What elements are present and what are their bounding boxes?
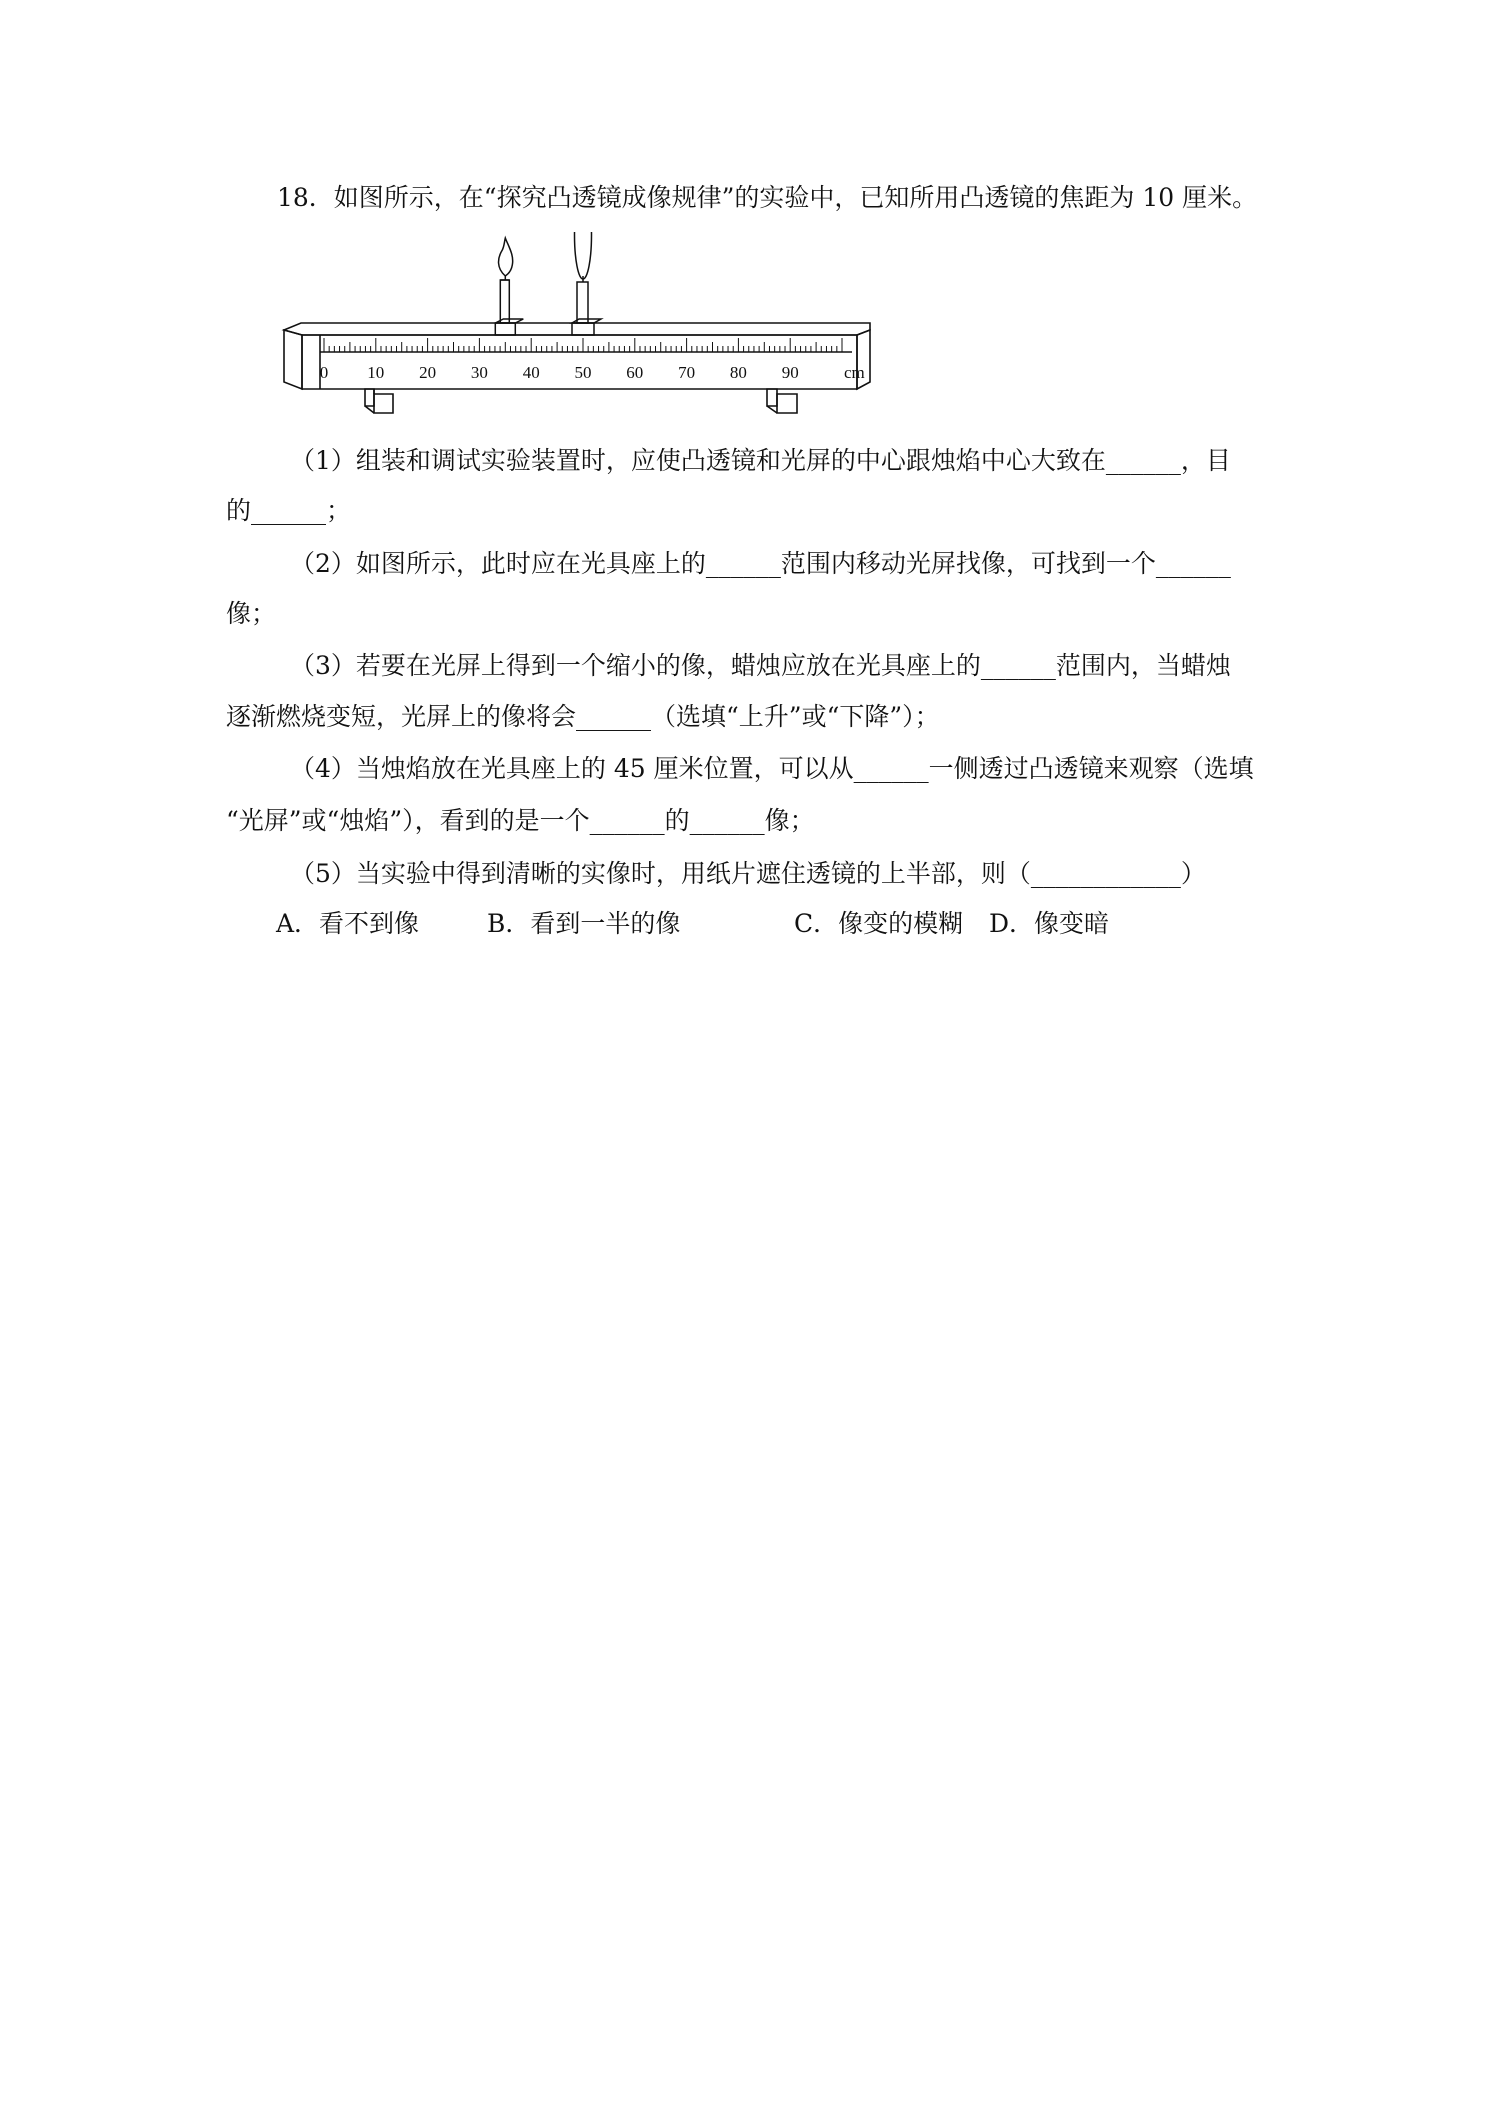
ruler-label: 90	[781, 363, 799, 382]
bench-top-face	[284, 323, 870, 335]
bench-left-face	[284, 330, 302, 389]
ruler-label: 30	[470, 363, 488, 382]
part-2-line-2: 像；	[226, 599, 277, 628]
optical-bench-figure	[280, 232, 880, 432]
ruler-label: 60	[626, 363, 644, 382]
left-foot	[365, 389, 393, 413]
option-a[interactable]: A．看不到像	[276, 909, 420, 938]
ruler-labels	[320, 363, 865, 382]
candle-on-holder	[495, 238, 523, 335]
part-4-line-2: “光屏”或“烛焰”），看到的是一个______的______像；	[226, 806, 815, 835]
ruler-label: 40	[522, 363, 540, 382]
lens-on-holder	[572, 232, 601, 335]
question-title: 18．如图所示，在“探究凸透镜成像规律”的实验中，已知所用凸透镜的焦距为 10 厘米。	[277, 183, 1258, 212]
option-d[interactable]: D．像变暗	[989, 909, 1110, 938]
part-1-line-2: 的______；	[226, 496, 352, 525]
part-1-line-1: （1）组装和调试实验装置时，应使凸透镜和光屏的中心跟烛焰中心大致在______，目	[290, 446, 1231, 475]
part-2-line-1: （2）如图所示，此时应在光具座上的______范围内移动光屏找像，可找到一个______	[290, 549, 1231, 578]
answer-options	[276, 907, 1109, 941]
option-b[interactable]: B．看到一半的像	[487, 909, 681, 938]
right-foot	[767, 389, 797, 413]
ruler-label: 20	[419, 363, 437, 382]
ruler-label: cm	[844, 363, 865, 382]
option-c[interactable]: C．像变的模糊	[794, 909, 964, 938]
ruler-label: 70	[678, 363, 696, 382]
part-4-line-1: （4）当烛焰放在光具座上的 45 厘米位置，可以从______一侧透过凸透镜来观察（选填	[290, 754, 1254, 783]
ruler-label: 0	[319, 363, 329, 382]
part-3-line-1: （3）若要在光屏上得到一个缩小的像，蜡烛应放在光具座上的______范围内，当蜡烛	[290, 651, 1231, 680]
ruler-label: 80	[729, 363, 747, 382]
ruler-label: 50	[574, 363, 592, 382]
ruler-label: 10	[367, 363, 385, 382]
ruler-ticks	[324, 338, 842, 352]
part-5-line-1: （5）当实验中得到清晰的实像时，用纸片遮住透镜的上半部，则（____________）	[290, 859, 1206, 888]
part-3-line-2: 逐渐燃烧变短，光屏上的像将会______（选填“上升”或“下降”）；	[226, 702, 940, 731]
